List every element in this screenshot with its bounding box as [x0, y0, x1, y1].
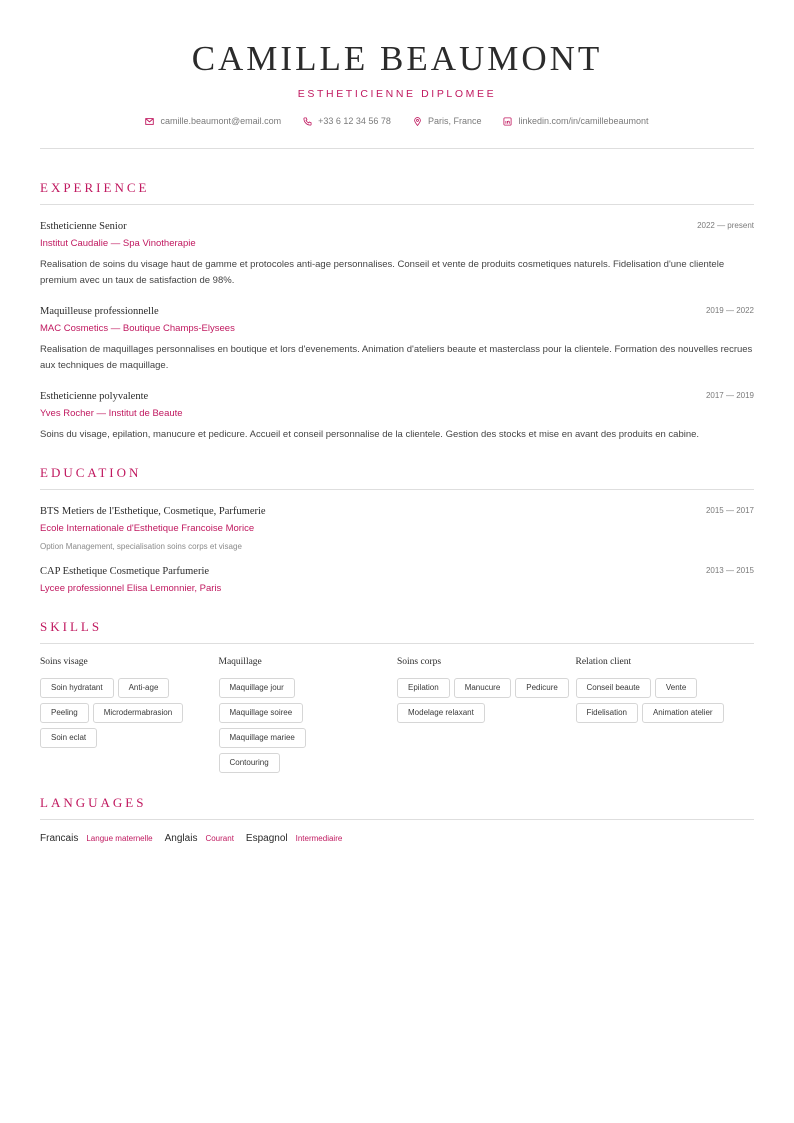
contact-phone[interactable] [303, 116, 391, 126]
contact-location-text: Paris, France [427, 116, 482, 126]
language-name: Francais [40, 833, 79, 844]
skills-section [40, 619, 754, 773]
job-company: Yves Rocher — Institut de Beaute [40, 408, 183, 419]
job-dates: 2022 — present [697, 221, 754, 230]
resume-header [40, 0, 754, 149]
skill-chip: Epilation [397, 678, 450, 698]
skill-chip: Manucure [454, 678, 512, 698]
job-company: Institut Caudalie — Spa Vinotherapie [40, 238, 196, 249]
skill-chip: Conseil beaute [576, 678, 651, 698]
contact-email-text: camille.beaumont@email.com [160, 116, 282, 126]
skill-group-title: Soins corps [397, 657, 442, 667]
education-section [40, 465, 754, 595]
skill-chip: Maquillage jour [219, 678, 295, 698]
job-company: MAC Cosmetics — Boutique Champs-Elysees [40, 323, 235, 334]
section-title-education: EDUCATION [40, 465, 142, 480]
linkedin-icon [503, 117, 512, 126]
skill-chip-list [576, 678, 752, 723]
job-description: Soins du visage, epilation, manucure et pedicure. Accueil et conseil personnalise de la clientele. Gestion des stocks et mise en avant des produits en cabine. [40, 429, 700, 440]
skills-grid [40, 656, 754, 773]
degree-title: CAP Esthetique Cosmetique Parfumerie [40, 566, 210, 577]
skill-chip-list [397, 678, 573, 723]
section-divider [40, 489, 754, 490]
language-list [40, 833, 754, 844]
skill-chip: Fidelisation [576, 703, 638, 723]
education-entry [40, 505, 754, 551]
section-title-experience: EXPERIENCE [40, 180, 150, 195]
education-dates: 2013 — 2015 [705, 566, 754, 575]
section-divider [40, 819, 754, 820]
job-dates: 2017 — 2019 [705, 391, 754, 400]
contact-email[interactable] [145, 116, 281, 126]
skill-chip: Anti-age [118, 678, 170, 698]
education-note: Option Management, specialisation soins corps et visage [40, 542, 242, 551]
skill-chip: Animation atelier [642, 703, 724, 723]
language-item [165, 833, 234, 844]
mail-icon [145, 117, 154, 126]
skill-group-title: Maquillage [218, 657, 262, 667]
skill-chip: Contouring [219, 753, 280, 773]
school-name: Ecole Internationale d'Esthetique Francoise Morice [40, 523, 255, 534]
skill-group [576, 656, 755, 773]
job-dates: 2019 — 2022 [705, 306, 754, 315]
contact-linkedin-text: linkedin.com/in/camillebeaumont [518, 116, 649, 126]
degree-title: BTS Metiers de l'Esthetique, Cosmetique, Parfumerie [40, 506, 266, 517]
experience-entry [40, 305, 754, 374]
candidate-name: CAMILLE BEAUMONT [191, 39, 603, 78]
language-item [40, 833, 153, 844]
job-title: Estheticienne polyvalente [40, 391, 149, 402]
skill-group-title: Relation client [575, 657, 632, 667]
job-title: Estheticienne Senior [40, 221, 127, 232]
skill-chip: Soin hydratant [40, 678, 114, 698]
section-title-languages: LANGUAGES [40, 795, 147, 810]
education-entry [40, 565, 754, 595]
job-title: Maquilleuse professionnelle [40, 306, 159, 317]
job-description: Realisation de maquillages personnalises en boutique et lors d'evenements. Animation d'ateliers beaute et masterclass pour la clientele. Formation des nouvelles recrues aux techniques de maquillage. [40, 344, 753, 371]
skill-chip: Peeling [40, 703, 89, 723]
education-dates: 2015 — 2017 [705, 506, 754, 515]
skill-group [219, 656, 398, 773]
location-pin-icon [413, 117, 422, 126]
languages-section [40, 795, 754, 844]
skill-group [40, 656, 219, 773]
skill-group-title: Soins visage [40, 657, 88, 667]
experience-section [40, 180, 754, 443]
language-name: Anglais [164, 833, 198, 844]
skill-chip: Microdermabrasion [93, 703, 183, 723]
language-level: Intermediaire [295, 834, 343, 843]
language-item [246, 833, 342, 844]
skill-group [397, 656, 576, 773]
language-level: Langue maternelle [86, 834, 153, 843]
job-description: Realisation de soins du visage haut de gamme et protocoles anti-age personnalises. Conseil et vente de produits cosmetiques naturels. Fidelisation d'une clientele premium avec un taux de satisfaction de 98%. [40, 259, 725, 286]
language-level: Courant [205, 834, 234, 843]
header-divider [40, 148, 754, 149]
skill-chip-list [219, 678, 329, 773]
contact-bar [40, 116, 754, 126]
contact-linkedin[interactable] [503, 116, 648, 126]
phone-icon [303, 117, 312, 126]
contact-location [413, 116, 482, 126]
skill-chip: Soin eclat [40, 728, 97, 748]
skill-chip: Maquillage mariee [219, 728, 306, 748]
candidate-title: ESTHETICIENNE DIPLOMEE [297, 88, 497, 100]
skill-chip-list [40, 678, 216, 748]
skill-chip: Modelage relaxant [397, 703, 485, 723]
contact-phone-text: +33 6 12 34 56 78 [318, 116, 391, 126]
skill-chip: Vente [655, 678, 697, 698]
section-divider [40, 643, 754, 644]
resume-page [40, 0, 754, 844]
section-title-skills: SKILLS [40, 619, 103, 634]
skill-chip: Maquillage soiree [219, 703, 304, 723]
experience-entry [40, 390, 754, 443]
skill-chip: Pedicure [515, 678, 569, 698]
school-name: Lycee professionnel Elisa Lemonnier, Paris [40, 583, 222, 594]
language-name: Espagnol [245, 833, 288, 844]
section-divider [40, 204, 754, 205]
experience-entry [40, 220, 754, 289]
